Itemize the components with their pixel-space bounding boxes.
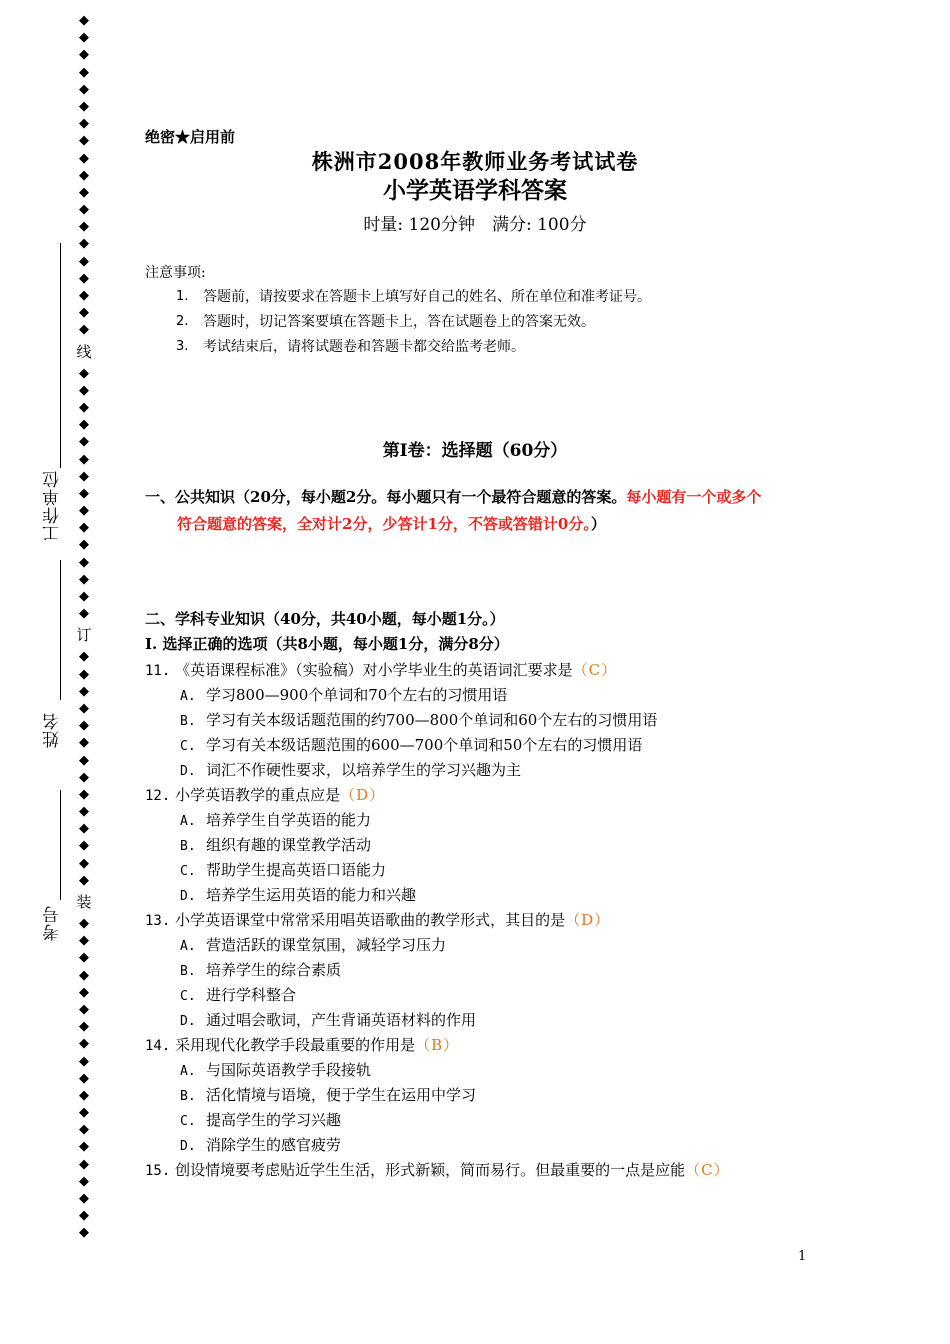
answer-option — [145, 833, 845, 858]
section-title: 第Ⅰ卷：选择题（60分） — [382, 441, 568, 461]
answer-key: （D） — [340, 786, 386, 804]
exam-subtitle: 小学英语学科答案 — [383, 178, 567, 204]
answer-option — [145, 1083, 845, 1108]
question-number: 14. — [145, 1038, 171, 1054]
diamond-icon: ◆ — [79, 133, 89, 149]
diamond-icon: ◆ — [79, 554, 89, 570]
name-fill-line — [60, 560, 61, 700]
option-text: 营造活跃的课堂氛围，减轻学习压力 — [206, 936, 447, 954]
diamond-icon: ◆ — [79, 399, 89, 415]
answer-option — [145, 958, 845, 983]
option-label: B. — [180, 714, 196, 729]
answer-key: （D） — [565, 911, 611, 929]
question-stem — [145, 1158, 845, 1183]
diamond-icon: ◆ — [79, 322, 89, 338]
option-label: D. — [180, 1014, 196, 1029]
option-text: 培养学生运用英语的能力和兴趣 — [206, 886, 417, 904]
notice-item: 2. 答题时，切记答案要填在答题卡上，答在试题卷上的答案无效。 — [176, 314, 595, 330]
diamond-icon: ◆ — [79, 98, 89, 114]
question-text: 小学英语教学的重点应是 — [175, 786, 341, 804]
diamond-icon: ◆ — [79, 649, 89, 665]
question-number: 15. — [145, 1163, 171, 1179]
work-unit-fill-line — [60, 243, 61, 468]
exam-title: 株洲市2008年教师业务考试试卷 — [311, 149, 639, 174]
option-text: 学习有关本级话题范围的约700—800个单词和60个左右的习惯用语 — [206, 711, 658, 729]
question-number: 11. — [145, 663, 171, 679]
option-text: 消除学生的感官疲劳 — [206, 1136, 342, 1154]
option-label: D. — [180, 1139, 196, 1154]
diamond-icon: ◆ — [79, 821, 89, 837]
notice-list — [176, 288, 651, 363]
diamond-icon: ◆ — [79, 520, 89, 536]
diamond-icon: ◆ — [79, 855, 89, 871]
subpart-heading: Ⅰ. 选择正确的选项（共8小题，每小题1分，满分8分） — [145, 635, 509, 653]
diamond-icon: ◆ — [79, 13, 89, 28]
diamond-icon: ◆ — [79, 365, 89, 381]
diamond-icon: ◆ — [79, 434, 89, 450]
diamond-icon: ◆ — [79, 417, 89, 433]
cut-mark: 装 — [76, 893, 92, 911]
diamond-icon: ◆ — [79, 30, 89, 46]
diamond-icon: ◆ — [79, 537, 89, 553]
diamond-icon: ◆ — [79, 485, 89, 501]
question-text: 《英语课程标准》（实验稿）对小学毕业生的英语词汇要求是 — [175, 661, 573, 679]
question-text: 采用现代化教学手段最重要的作用是 — [175, 1036, 416, 1054]
diamond-icon: ◆ — [79, 1001, 89, 1017]
diamond-icon: ◆ — [79, 382, 89, 398]
diamond-icon: ◆ — [79, 270, 89, 286]
option-text: 帮助学生提高英语口语能力 — [206, 861, 387, 879]
diamond-icon: ◆ — [79, 47, 89, 63]
option-label: A. — [180, 1064, 196, 1079]
exam-id-fill-line — [60, 790, 61, 900]
option-label: B. — [180, 964, 196, 979]
answer-option — [145, 858, 845, 883]
option-text: 词汇不作硬性要求，以培养学生的学习兴趣为主 — [206, 761, 522, 779]
option-text: 学习800—900个单词和70个左右的习惯用语 — [206, 686, 508, 704]
diamond-icon: ◆ — [79, 167, 89, 183]
diamond-icon: ◆ — [79, 1173, 89, 1189]
option-text: 通过唱会歌词，产生背诵英语材料的作用 — [206, 1011, 477, 1029]
option-label: B. — [180, 839, 196, 854]
diamond-icon: ◆ — [79, 786, 89, 802]
diamond-icon: ◆ — [79, 752, 89, 768]
diamond-icon: ◆ — [79, 1019, 89, 1035]
diamond-icon: ◆ — [79, 916, 89, 931]
diamond-icon: ◆ — [79, 666, 89, 682]
option-label: C. — [180, 1114, 196, 1129]
diamond-icon: ◆ — [79, 81, 89, 97]
option-label: A. — [180, 939, 196, 954]
question-stem — [145, 1033, 845, 1058]
diamond-icon: ◆ — [79, 1208, 89, 1224]
diamond-icon: ◆ — [79, 1139, 89, 1155]
answer-option — [145, 883, 845, 908]
diamond-icon: ◆ — [79, 1105, 89, 1121]
diamond-icon: ◆ — [79, 967, 89, 983]
diamond-icon: ◆ — [79, 503, 89, 519]
work-unit-label: 工作单位 — [43, 470, 63, 542]
option-label: C. — [180, 989, 196, 1004]
diamond-icon: ◆ — [79, 933, 89, 949]
notice-heading: 注意事项: — [145, 265, 206, 281]
answer-option — [145, 1008, 845, 1033]
notice-item: 3. 考试结束后，请将试题卷和答题卡都交给监考老师。 — [176, 339, 525, 355]
question-text: 创设情境要考虑贴近学生生活，形式新颖，简而易行。但最重要的一点是应能 — [175, 1161, 686, 1179]
diamond-icon: ◆ — [79, 468, 89, 484]
diamond-icon: ◆ — [79, 184, 89, 200]
diamond-icon: ◆ — [79, 589, 89, 604]
answer-option — [145, 1108, 845, 1133]
option-text: 组织有趣的课堂教学活动 — [206, 836, 372, 854]
option-label: D. — [180, 764, 196, 779]
diamond-icon: ◆ — [79, 700, 89, 716]
confidential-mark: 绝密★启用前 — [145, 128, 236, 146]
diamond-icon: ◆ — [79, 116, 89, 132]
option-label: C. — [180, 739, 196, 754]
question-stem — [145, 908, 845, 933]
diamond-icon: ◆ — [79, 718, 89, 734]
diamond-icon: ◆ — [79, 1191, 89, 1206]
answer-option — [145, 983, 845, 1008]
diamond-icon: ◆ — [79, 804, 89, 820]
diamond-icon: ◆ — [79, 950, 89, 966]
option-label: B. — [180, 1089, 196, 1104]
option-label: C. — [180, 864, 196, 879]
diamond-icon: ◆ — [79, 1087, 89, 1103]
answer-option — [145, 733, 845, 758]
part-two-heading: 二、学科专业知识（40分，共40小题，每小题1分。） — [145, 610, 505, 628]
part-one-instructions: 一、公共知识（20分，每小题2分。每小题只有一个最符合题意的答案。每小题有一个或多个 符合题意的答案，全对计2分，少答计1分，不答或答错计0分。） — [145, 488, 762, 533]
diamond-icon: ◆ — [79, 984, 89, 1000]
diamond-icon: ◆ — [79, 305, 89, 321]
option-text: 培养学生的综合素质 — [206, 961, 342, 979]
option-label: A. — [180, 689, 196, 704]
diamond-icon: ◆ — [79, 253, 89, 269]
option-text: 培养学生自学英语的能力 — [206, 811, 372, 829]
option-text: 与国际英语教学手段接轨 — [206, 1061, 372, 1079]
answer-option — [145, 808, 845, 833]
page-number: 1 — [798, 1249, 807, 1264]
answer-option — [145, 758, 845, 783]
option-text: 活化情境与语境，便于学生在运用中学习 — [206, 1086, 477, 1104]
option-text: 学习有关本级话题范围的600—700个单词和50个左右的习惯用语 — [206, 736, 643, 754]
diamond-icon: ◆ — [79, 1070, 89, 1086]
diamond-icon: ◆ — [79, 288, 89, 303]
diamond-icon: ◆ — [79, 1053, 89, 1069]
answer-option — [145, 683, 845, 708]
name-label: 姓名 — [43, 712, 63, 748]
answer-option — [145, 1058, 845, 1083]
diamond-icon: ◆ — [79, 1225, 89, 1241]
diamond-icon: ◆ — [79, 451, 89, 467]
cut-mark: 订 — [76, 626, 92, 645]
diamond-icon: ◆ — [79, 735, 89, 751]
notice-item: 1. 答题前，请按要求在答题卡上填写好自己的姓名、所在单位和准考证号。 — [176, 289, 651, 305]
answer-option — [145, 708, 845, 733]
answer-key: （B） — [415, 1036, 460, 1054]
diamond-icon: ◆ — [79, 1122, 89, 1138]
option-text: 提高学生的学习兴趣 — [206, 1111, 342, 1129]
diamond-icon: ◆ — [79, 1036, 89, 1052]
answer-key: （C） — [572, 661, 618, 679]
diamond-icon: ◆ — [79, 150, 89, 166]
diamond-icon: ◆ — [79, 683, 89, 699]
question-list — [145, 658, 845, 1183]
diamond-icon: ◆ — [79, 219, 89, 235]
option-label: D. — [180, 889, 196, 904]
diamond-icon: ◆ — [79, 1156, 89, 1172]
diamond-icon: ◆ — [79, 606, 89, 622]
option-text: 进行学科整合 — [206, 986, 297, 1004]
answer-option — [145, 1133, 845, 1158]
answer-option — [145, 933, 845, 958]
question-number: 12. — [145, 788, 171, 804]
question-text: 小学英语课堂中常常采用唱英语歌曲的教学形式，其目的是 — [175, 911, 566, 929]
cut-mark: 线 — [76, 342, 92, 361]
diamond-icon: ◆ — [79, 872, 89, 888]
answer-key: （C） — [685, 1161, 730, 1179]
question-stem — [145, 658, 845, 683]
question-number: 13. — [145, 913, 171, 929]
diamond-icon: ◆ — [79, 236, 89, 252]
time-and-score: 时量: 120分钟 满分: 100分 — [363, 215, 587, 235]
question-stem — [145, 783, 845, 808]
exam-id-label: 考号 — [43, 905, 63, 941]
diamond-icon: ◆ — [79, 64, 89, 80]
diamond-icon: ◆ — [79, 838, 89, 854]
diamond-icon: ◆ — [79, 571, 89, 587]
diamond-icon: ◆ — [79, 769, 89, 785]
diamond-icon: ◆ — [79, 202, 89, 218]
option-label: A. — [180, 814, 196, 829]
